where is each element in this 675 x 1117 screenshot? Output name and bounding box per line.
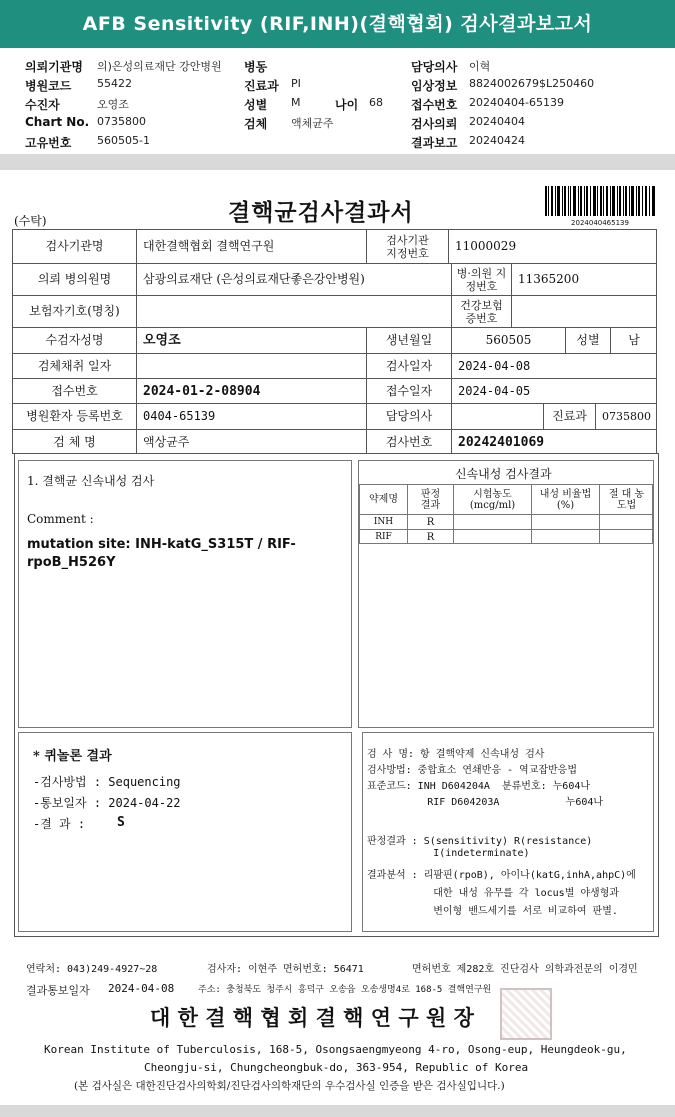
cell-label: 검사일자 xyxy=(366,353,451,378)
cell-label: 병·의원 지정번호 xyxy=(451,263,511,295)
info-value-dept: PI xyxy=(291,77,301,90)
cell-value: 대한결핵협회 결핵연구원 xyxy=(136,229,366,263)
info-label-receipt: 접수번호 xyxy=(411,98,458,112)
quinolone-date: -통보일자 : 2024-04-22 xyxy=(33,796,181,810)
info-label-requester: 의뢰기관명 xyxy=(25,60,83,74)
interpretation-line: 변이형 밴드세기를 서로 비교하여 판별. xyxy=(367,906,618,917)
mutation-site-line1: mutation site: INH-katG_S315T / RIF- xyxy=(27,537,296,552)
info-value-receipt: 20240404-65139 xyxy=(469,96,564,109)
method-interpretation-box xyxy=(362,732,654,932)
cell-label: 검체채취 일자 xyxy=(12,353,136,378)
method-line: 검사방법: 중합효소 연쇄반응 - 역교잡반응법 xyxy=(367,765,578,776)
cell-label: 접수일자 xyxy=(366,378,451,403)
row-cell xyxy=(531,529,599,544)
footer-license: 면허번호 제282호 진단검사 의학과전문의 이경민 xyxy=(412,964,638,975)
info-value-requester: 의)은성의료재단 강안병원 xyxy=(97,60,222,73)
quinolone-result-label: -결 과 : xyxy=(33,817,86,831)
sensitivity-table-title: 신속내성 검사결과 xyxy=(455,467,552,481)
info-value-chart-no: 0735800 xyxy=(97,115,146,128)
cell-label: 접수번호 xyxy=(12,378,136,403)
request-info-table xyxy=(12,229,657,454)
info-value-age: 68 xyxy=(369,96,383,109)
cell-label: 보험자기호(명칭) xyxy=(12,295,136,327)
cell-label: 검사기관명 xyxy=(12,229,136,263)
section-title: 1. 결핵균 신속내성 검사 xyxy=(27,474,155,488)
row-cell xyxy=(599,529,653,544)
info-value-hospital-code: 55422 xyxy=(97,77,132,90)
method-line: 검 사 명: 항 결핵약제 신속내성 검사 xyxy=(367,749,545,760)
method-line: 표준코드: INH D604204A 분류번호: 누604나 xyxy=(367,781,591,792)
cell-value: 2024-04-05 xyxy=(451,378,657,403)
sensitivity-table xyxy=(359,484,653,544)
cell-value: 액상균주 xyxy=(136,429,366,454)
handling-label: (수탁) xyxy=(14,214,47,228)
info-label-ward: 병동 xyxy=(244,60,268,74)
cell-value xyxy=(511,295,657,327)
report-title-banner: AFB Sensitivity (RIF,INH)(결핵협회) 검사결과보고서 xyxy=(0,0,675,48)
cell-value xyxy=(451,403,543,429)
info-label-doctor: 담당의사 xyxy=(411,60,458,74)
info-value-unique-no: 560505-1 xyxy=(97,134,150,147)
info-label-hospital-code: 병원코드 xyxy=(25,79,72,93)
info-value-request: 20240404 xyxy=(469,115,525,128)
barcode xyxy=(545,186,655,227)
row-cell xyxy=(453,514,531,529)
cell-label: 검사번호 xyxy=(366,429,451,454)
info-label-unique-no: 고유번호 xyxy=(25,136,72,150)
cell-label: 검 체 명 xyxy=(12,429,136,454)
sensitivity-result-box xyxy=(358,460,654,728)
cell-label: 진료과 xyxy=(543,403,595,429)
barcode-number: 2024040465139 xyxy=(571,219,629,227)
cell-value: 0735800 xyxy=(595,403,657,429)
row-cell xyxy=(453,529,531,544)
footer-address: 주소: 충청북도 청주시 흥덕구 오송읍 오송생명4로 168-5 결핵연구원 xyxy=(198,985,492,995)
interpretation-line: 판정결과 : S(sensitivity) R(resistance) xyxy=(367,836,593,847)
patient-info-panel xyxy=(0,50,675,152)
header-concentration: 시험농도 (mcg/ml) xyxy=(453,484,531,514)
cell-value: 11365200 xyxy=(511,263,657,295)
rapid-test-comment-box xyxy=(18,460,352,728)
footer-contact: 연락처: 043)249-4927~28 xyxy=(26,964,158,975)
cell-value: 560505 xyxy=(451,327,565,353)
header-absolute: 절 대 농도법 xyxy=(599,484,653,514)
info-value-patient: 오영조 xyxy=(97,98,129,111)
row-cell xyxy=(599,514,653,529)
scanned-result-document xyxy=(0,170,675,1105)
info-label-dept: 진료과 xyxy=(244,79,279,93)
interpretation-line: I(indeterminate) xyxy=(367,848,530,859)
cell-value: 2024-01-2-08904 xyxy=(136,378,366,403)
bottom-bar xyxy=(0,1105,675,1117)
footer-tester: 검사자: 이현주 면허번호: 56471 xyxy=(207,964,364,975)
cell-label: 수검자성명 xyxy=(12,327,136,353)
info-label-clinical: 임상정보 xyxy=(411,79,458,93)
cell-label: 병원환자 등록번호 xyxy=(12,403,136,429)
method-line: RIF D604203A 누604나 xyxy=(367,797,604,808)
info-value-specimen: 액체균주 xyxy=(291,117,334,130)
info-label-chart-no: Chart No. xyxy=(25,115,90,129)
info-value-clinical: 8824002679$L250460 xyxy=(469,77,595,90)
info-value-sex: M xyxy=(291,96,301,109)
cell-label: 의뢰 병의원명 xyxy=(12,263,136,295)
info-label-patient: 수진자 xyxy=(25,98,60,112)
header-drug: 약제명 xyxy=(359,484,407,514)
footer-report-label: 결과통보일자 xyxy=(26,984,90,997)
row-result: R xyxy=(407,514,453,529)
footer-english-address-2: Cheongju-si, Chungcheongbuk-do, 363-954, Republic of Korea xyxy=(144,1061,529,1074)
info-label-request: 검사의뢰 xyxy=(411,117,458,131)
row-cell xyxy=(531,514,599,529)
footer-certification: (본 검사실은 대한진단검사의학회/진단검사의학재단의 우수검사실 인증을 받은 검사실입니다.) xyxy=(74,1080,505,1092)
cell-value: 11000029 xyxy=(448,229,657,263)
row-result: R xyxy=(407,529,453,544)
section-separator xyxy=(0,154,675,170)
info-label-age: 나이 xyxy=(335,98,359,112)
quinolone-title: * 퀴놀론 결과 xyxy=(33,749,112,764)
cell-value: 남 xyxy=(610,327,657,353)
quinolone-result-box xyxy=(18,732,352,932)
cell-value: 2024-04-08 xyxy=(451,353,657,378)
cell-label: 건강보험 증번호 xyxy=(451,295,511,327)
info-label-report: 결과보고 xyxy=(411,136,458,150)
info-value-doctor: 이혁 xyxy=(469,60,491,73)
quinolone-method: -검사방법 : Sequencing xyxy=(33,775,181,789)
cell-value: 20242401069 xyxy=(451,429,657,454)
document-title: 결핵균검사결과서 xyxy=(228,199,414,226)
cell-label: 검사기관 지정번호 xyxy=(366,229,448,263)
interpretation-line: 대한 내성 유무를 각 locus별 야생형과 xyxy=(367,888,620,899)
footer-organization: 대 한 결 핵 협 회 결 핵 연 구 원 장 xyxy=(150,1005,474,1030)
info-label-specimen: 검체 xyxy=(244,117,268,131)
official-seal-stamp xyxy=(500,988,552,1040)
cell-value: 삼광의료재단 (은성의료재단좋은강안병원) xyxy=(136,263,451,295)
cell-value xyxy=(136,353,366,378)
interpretation-line: 결과분석 : 리팜핀(rpoB), 아이나(katG,inhA,ahpC)에 xyxy=(367,870,636,881)
row-drug: INH xyxy=(359,514,407,529)
footer-english-address-1: Korean Institute of Tuberculosis, 168-5, Osongsaengmyeong 4-ro, Osong-eup, Heungdeok-gu, xyxy=(44,1043,627,1056)
header-proportion: 내성 비율법(%) xyxy=(531,484,599,514)
comment-label: Comment : xyxy=(27,512,94,526)
cell-value: 오영조 xyxy=(136,327,366,353)
cell-label: 담당의사 xyxy=(366,403,451,429)
quinolone-result-value: S xyxy=(117,815,125,830)
row-drug: RIF xyxy=(359,529,407,544)
mutation-site-line2: rpoB_H526Y xyxy=(27,555,116,570)
cell-label: 생년월일 xyxy=(366,327,451,353)
cell-value: 0404-65139 xyxy=(136,403,366,429)
header-result: 판정 결과 xyxy=(407,484,453,514)
footer-report-date: 2024-04-08 xyxy=(108,982,175,995)
cell-value xyxy=(136,295,451,327)
info-value-report: 20240424 xyxy=(469,134,525,147)
cell-label: 성별 xyxy=(565,327,610,353)
info-label-sex: 성별 xyxy=(244,98,268,112)
